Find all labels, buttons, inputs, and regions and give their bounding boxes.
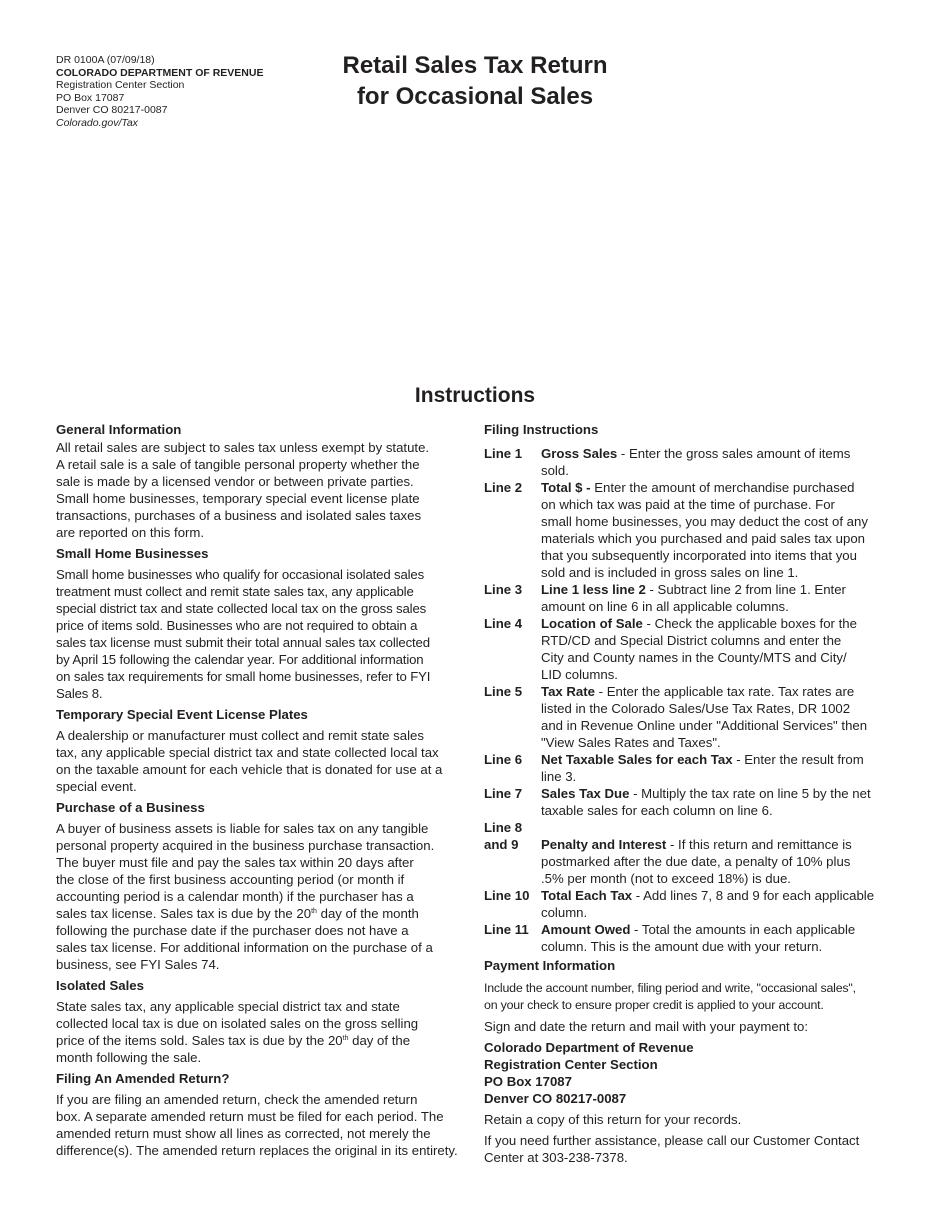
purchase-heading: Purchase of a Business bbox=[56, 800, 205, 815]
text-line: amended return must show all lines as corrected, not merely the bbox=[56, 1126, 431, 1141]
payment-heading: Payment Information bbox=[484, 958, 616, 973]
line-number: Line 3 bbox=[484, 582, 523, 597]
agency-header bbox=[56, 54, 263, 130]
form-title-line-2: for Occasional Sales bbox=[356, 83, 594, 110]
text-line: Small home businesses who qualify for occasional isolated sales bbox=[56, 567, 425, 582]
text-line: A buyer of business assets is liable for sales tax on any tangible bbox=[56, 821, 429, 836]
line-number: Line 6 bbox=[484, 752, 523, 767]
text-line: Registration Center Section bbox=[484, 1057, 658, 1072]
payment-include-text bbox=[484, 980, 904, 1014]
filing-instructions-heading: Filing Instructions bbox=[484, 422, 599, 437]
text-line: box. A separate amended return must be filed for each period. The bbox=[56, 1109, 444, 1124]
section-name: Registration Center Section bbox=[56, 79, 185, 92]
line-item bbox=[484, 921, 904, 955]
line-item bbox=[484, 751, 904, 785]
purchase-lines bbox=[56, 820, 471, 905]
form-title-line-1: Retail Sales Tax Return bbox=[342, 52, 608, 79]
text-line: treatment must collect and remit state sales tax, any applicable bbox=[56, 584, 414, 599]
text-line: .5% per month (not to exceed 18%) is due. bbox=[541, 871, 791, 886]
text-line: LID columns. bbox=[541, 667, 618, 682]
text-line: special district tax and state collected local tax on the gross sales bbox=[56, 601, 427, 616]
text-line: Include the account number, filing period and write, "occasional sales", bbox=[484, 981, 856, 995]
line-number bbox=[484, 819, 541, 887]
text-line: - Check the applicable boxes for the bbox=[642, 616, 857, 631]
line-description bbox=[541, 819, 904, 887]
text-line: amount on line 6 in all applicable columns. bbox=[541, 599, 789, 614]
line-number: Line 4 bbox=[484, 616, 523, 631]
text-line: If you are filing an amended return, check the amended return bbox=[56, 1092, 418, 1107]
text-line: If you need further assistance, please call our Customer Contact bbox=[484, 1133, 860, 1148]
form-title bbox=[300, 50, 650, 112]
isolated-heading: Isolated Sales bbox=[56, 978, 144, 993]
line-list bbox=[484, 445, 904, 819]
line-term: Line 1 less line 2 bbox=[541, 582, 646, 597]
text-line: personal property acquired in the business purchase transaction. bbox=[56, 838, 435, 853]
text-line: by April 15 following the calendar year. For additional information bbox=[56, 652, 424, 667]
assistance-text bbox=[484, 1132, 904, 1166]
department-name: COLORADO DEPARTMENT OF REVENUE bbox=[56, 66, 264, 79]
line-item bbox=[484, 887, 904, 921]
line-term: Net Taxable Sales for each Tax bbox=[541, 752, 733, 767]
text-line: All retail sales are subject to sales tax unless exempt by statute. bbox=[56, 440, 430, 455]
text-line: sale is made by a licensed vendor or between private parties. bbox=[56, 474, 414, 489]
text-line: City and County names in the County/MTS and City/ bbox=[541, 650, 847, 665]
text-line: - Enter the gross sales amount of items bbox=[617, 446, 851, 461]
isolated-lines-after bbox=[56, 1049, 471, 1066]
plates-text bbox=[56, 727, 471, 795]
line-term: Sales Tax Due bbox=[541, 786, 630, 801]
text-line: - Enter the result from bbox=[732, 752, 864, 767]
line-term: Total $ - bbox=[541, 480, 591, 495]
text-line: collected local tax is due on isolated sales on the gross selling bbox=[56, 1016, 419, 1031]
line-item bbox=[484, 615, 904, 683]
line-term: Gross Sales bbox=[541, 446, 618, 461]
line-item bbox=[484, 683, 904, 751]
text-line: business, see FYI Sales 74. bbox=[56, 957, 220, 972]
text-line: tax, any applicable special district tax and state collected local tax bbox=[56, 745, 439, 760]
text-line: on your check to ensure proper credit is applied to your account. bbox=[484, 998, 824, 1012]
text-line: A retail sale is a sale of tangible personal property whether the bbox=[56, 457, 420, 472]
text-line: materials which you purchased and paid sales tax upon bbox=[541, 531, 866, 546]
purchase-lines-after bbox=[56, 922, 471, 973]
text-line: are reported on this form. bbox=[56, 525, 205, 540]
mailing-address bbox=[484, 1039, 904, 1107]
text-line: special event. bbox=[56, 779, 137, 794]
line-description bbox=[541, 887, 904, 921]
text-line: PO Box 17087 bbox=[484, 1074, 572, 1089]
text-line: Sales 8. bbox=[56, 686, 103, 701]
line-description bbox=[541, 785, 904, 819]
line-description bbox=[541, 581, 904, 615]
text-line: Center at 303-238-7378. bbox=[484, 1150, 628, 1165]
text-line: sold. bbox=[541, 463, 569, 478]
text-line: column. bbox=[541, 905, 588, 920]
line-term: Penalty and Interest bbox=[541, 837, 667, 852]
line-term: Total Each Tax bbox=[541, 888, 633, 903]
text-line: on which tax was paid at the time of purchase. For bbox=[541, 497, 835, 512]
text-line: small home businesses, you may deduct the cost of any bbox=[541, 514, 868, 529]
isolated-text bbox=[56, 998, 471, 1066]
small-home-text bbox=[56, 566, 471, 702]
small-home-heading: Small Home Businesses bbox=[56, 546, 209, 561]
instructions-title: Instructions bbox=[414, 384, 536, 407]
line-number: Line 2 bbox=[484, 480, 523, 495]
form-id: DR 0100A (07/09/18) bbox=[56, 54, 155, 66]
text-line: the close of the first business accounting period (or month if bbox=[56, 872, 405, 887]
purchase-due-sup: th bbox=[311, 908, 317, 915]
line-term: Amount Owed bbox=[541, 922, 631, 937]
city-zip: Denver CO 80217-0087 bbox=[56, 104, 168, 117]
text-line: "View Sales Rates and Taxes". bbox=[541, 735, 721, 750]
line-item bbox=[484, 445, 904, 479]
right-column bbox=[484, 421, 904, 1170]
line-item bbox=[484, 819, 904, 887]
line-term: Tax Rate bbox=[541, 684, 595, 699]
text-line: and in Revenue Online under "Additional Services" then bbox=[541, 718, 868, 733]
text-line: sales tax license must submit their total annual sales tax collected bbox=[56, 635, 430, 650]
isolated-due-line bbox=[56, 1032, 471, 1049]
line-item bbox=[484, 479, 904, 581]
text-line: - Enter the applicable tax rate. Tax rates are bbox=[595, 684, 855, 699]
plates-heading: Temporary Special Event License Plates bbox=[56, 707, 308, 722]
line-item bbox=[484, 581, 904, 615]
line-description bbox=[541, 479, 904, 581]
line-term: Location of Sale bbox=[541, 616, 643, 631]
line-number: Line 10 bbox=[484, 888, 530, 903]
isolated-due-sup: th bbox=[342, 1035, 349, 1042]
line-item bbox=[484, 785, 904, 819]
line-description bbox=[541, 615, 904, 683]
line-description bbox=[541, 751, 904, 785]
text-line: line 3. bbox=[541, 769, 577, 784]
text-line: listed in the Colorado Sales/Use Tax Rates, DR 1002 bbox=[541, 701, 851, 716]
amended-heading: Filing An Amended Return? bbox=[56, 1071, 230, 1086]
website: Colorado.gov/Tax bbox=[56, 116, 138, 129]
purchase-text bbox=[56, 820, 471, 973]
text-line: on the taxable amount for each vehicle that is donated for use at a bbox=[56, 762, 443, 777]
line-number-a: Line 8 bbox=[484, 820, 523, 835]
line-list-after bbox=[484, 887, 904, 955]
isolated-due-a: price of the items sold. Sales tax is due by the 20 bbox=[56, 1033, 343, 1048]
text-line: - Subtract line 2 from line 1. Enter bbox=[645, 582, 846, 597]
text-line: postmarked after the due date, a penalty of 10% plus bbox=[541, 854, 851, 869]
line-number: Line 11 bbox=[484, 922, 529, 937]
text-line: month following the sale. bbox=[56, 1050, 202, 1065]
text-line: price of items sold. Businesses who are not required to obtain a bbox=[56, 618, 418, 633]
text-line: - Total the amounts in each applicable bbox=[630, 922, 856, 937]
retain-copy-text: Retain a copy of this return for your records. bbox=[484, 1112, 742, 1127]
text-line: column. This is the amount due with your return. bbox=[541, 939, 823, 954]
text-line: A dealership or manufacturer must collect and remit state sales bbox=[56, 728, 424, 743]
line-description bbox=[541, 445, 904, 479]
purchase-due-line bbox=[56, 905, 471, 922]
general-info-heading: General Information bbox=[56, 422, 182, 437]
text-line: transactions, purchases of a business and isolated sales taxes bbox=[56, 508, 422, 523]
text-line: sold and is included in gross sales on line 1. bbox=[541, 565, 799, 580]
text-line: difference(s). The amended return replaces the original in its entirety. bbox=[56, 1143, 458, 1158]
general-info-text bbox=[56, 439, 471, 541]
payment-sign-text: Sign and date the return and mail with your payment to: bbox=[484, 1019, 809, 1034]
text-line: following the purchase date if the purchaser does not have a bbox=[56, 923, 409, 938]
line-number: Line 7 bbox=[484, 786, 523, 801]
left-column bbox=[56, 421, 471, 1163]
amended-text bbox=[56, 1091, 471, 1159]
purchase-due-a: sales tax license. Sales tax is due by the 20 bbox=[56, 906, 312, 921]
po-box: PO Box 17087 bbox=[56, 91, 125, 104]
text-line: Colorado Department of Revenue bbox=[484, 1040, 694, 1055]
text-line: State sales tax, any applicable special district tax and state bbox=[56, 999, 400, 1014]
text-line: accounting period is a calendar month) if the purchaser has a bbox=[56, 889, 414, 904]
line-description bbox=[541, 921, 904, 955]
text-line: The buyer must file and pay the sales tax within 20 days after bbox=[56, 855, 414, 870]
isolated-lines bbox=[56, 998, 471, 1032]
text-line: RTD/CD and Special District columns and enter the bbox=[541, 633, 842, 648]
line-number-b: and 9 bbox=[484, 837, 519, 852]
text-line: sales tax license. For additional information on the purchase of a bbox=[56, 940, 433, 955]
text-line: - Multiply the tax rate on line 5 by the net bbox=[629, 786, 871, 801]
text-line: - If this return and remittance is bbox=[666, 837, 852, 852]
text-line: - Add lines 7, 8 and 9 for each applicable bbox=[632, 888, 875, 903]
text-line: Denver CO 80217-0087 bbox=[484, 1091, 627, 1106]
text-line: on sales tax requirements for small home businesses, refer to FYI bbox=[56, 669, 431, 684]
line-number: Line 1 bbox=[484, 446, 523, 461]
text-line: taxable sales for each column on line 6. bbox=[541, 803, 773, 818]
isolated-due-b: day of the bbox=[348, 1033, 411, 1048]
text-line: Enter the amount of merchandise purchased bbox=[590, 480, 855, 495]
line-description bbox=[541, 683, 904, 751]
text-line: Small home businesses, temporary special event license plate bbox=[56, 491, 420, 506]
text-line: that you subsequently incorporated into items that you bbox=[541, 548, 857, 563]
line-number: Line 5 bbox=[484, 684, 523, 699]
purchase-due-b: day of the month bbox=[316, 906, 419, 921]
